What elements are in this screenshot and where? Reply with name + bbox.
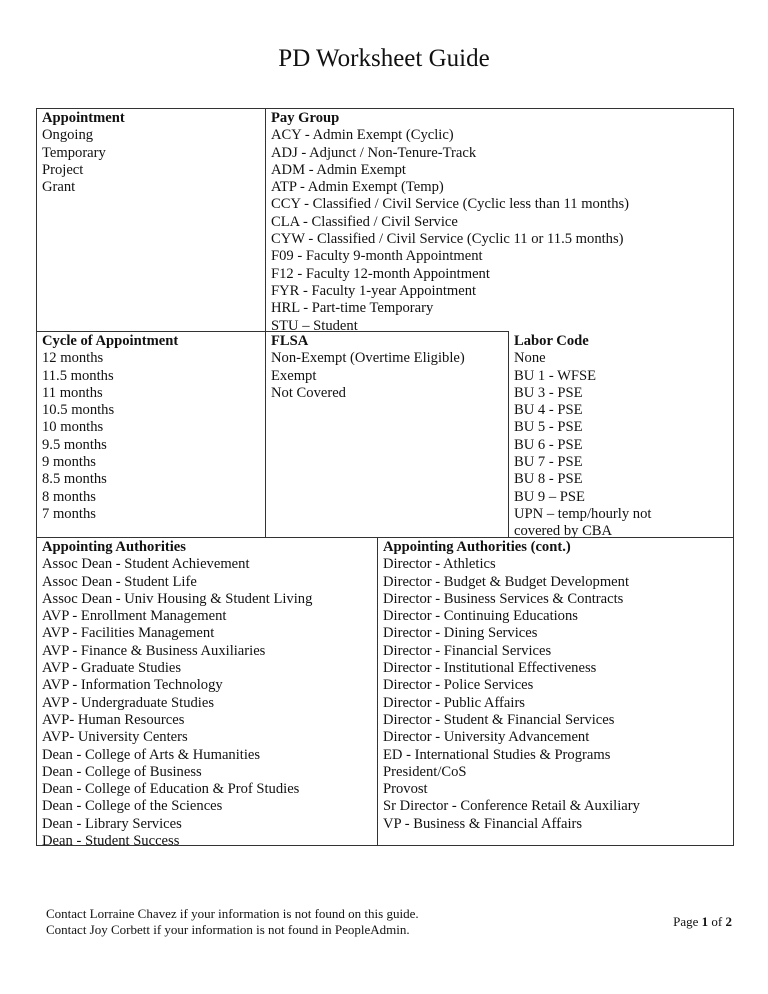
- list-item: 9.5 months: [42, 436, 107, 453]
- list-item: President/CoS: [383, 763, 467, 780]
- list-item: Director - Institutional Effectiveness: [383, 660, 597, 677]
- footer-contacts: [46, 906, 419, 938]
- list-item: AVP - Facilities Management: [42, 625, 215, 642]
- list-item: CLA - Classified / Civil Service: [271, 213, 458, 230]
- list-item: UPN – temp/hourly not: [514, 505, 652, 522]
- list-item: F12 - Faculty 12-month Appointment: [271, 265, 490, 282]
- pay-group-heading: Pay Group: [271, 110, 340, 126]
- labor-code-cell: [509, 331, 733, 543]
- list-item: 10.5 months: [42, 402, 115, 419]
- list-item: Director - University Advancement: [383, 729, 590, 746]
- authorities-heading: Appointing Authorities: [42, 539, 186, 555]
- list-item: 8 months: [42, 488, 96, 505]
- list-item: 10 months: [42, 419, 104, 436]
- list-item: Dean - Library Services: [42, 815, 182, 832]
- list-item: ADM - Admin Exempt: [271, 161, 406, 178]
- list-item: 11 months: [42, 384, 103, 401]
- list-item: BU 1 - WFSE: [514, 367, 597, 384]
- list-item: covered by CBA: [514, 523, 613, 540]
- list-item: ADJ - Adjunct / Non-Tenure-Track: [271, 144, 477, 161]
- list-item: Assoc Dean - Student Achievement: [42, 556, 250, 573]
- list-item: Project: [42, 161, 84, 178]
- list-item: 8.5 months: [42, 471, 107, 488]
- list-item: Director - Athletics: [383, 556, 496, 573]
- list-item: ACY - Admin Exempt (Cyclic): [271, 127, 454, 144]
- list-item: Assoc Dean - Univ Housing & Student Living: [42, 590, 313, 607]
- list-item: Temporary: [42, 144, 106, 161]
- list-item: BU 3 - PSE: [514, 384, 583, 401]
- list-item: BU 6 - PSE: [514, 436, 583, 453]
- list-item: Non-Exempt (Overtime Eligible): [271, 350, 465, 367]
- list-item: BU 9 – PSE: [514, 488, 585, 505]
- list-item: BU 8 - PSE: [514, 471, 583, 488]
- list-item: Director - Continuing Educations: [383, 608, 578, 625]
- list-item: Dean - Student Success: [42, 833, 180, 850]
- flsa-cell: [266, 331, 508, 404]
- list-item: ED - International Studies & Programs: [383, 746, 611, 763]
- cycle-cell: [37, 331, 265, 525]
- page-label: Page: [673, 914, 699, 929]
- list-item: 11.5 months: [42, 367, 114, 384]
- authorities-cont-cell: [378, 537, 733, 835]
- list-item: AVP - Enrollment Management: [42, 608, 227, 625]
- list-item: Sr Director - Conference Retail & Auxiliary: [383, 798, 640, 815]
- page-of: of: [711, 914, 723, 929]
- list-item: Director - Dining Services: [383, 625, 538, 642]
- list-item: 9 months: [42, 454, 96, 471]
- list-item: BU 5 - PSE: [514, 419, 583, 436]
- list-item: CCY - Classified / Civil Service (Cyclic less than 11 months): [271, 196, 630, 213]
- pay-group-cell: [266, 108, 733, 337]
- footer-contact-1: Contact Lorraine Chavez if your information is not found on this guide.: [46, 906, 419, 921]
- page-title: PD Worksheet Guide: [278, 45, 490, 72]
- list-item: Dean - College of the Sciences: [42, 798, 223, 815]
- list-item: STU – Student: [271, 317, 358, 334]
- footer-contact-2: Contact Joy Corbett if your information is not found in PeopleAdmin.: [46, 922, 410, 937]
- page-total: 2: [725, 914, 732, 929]
- list-item: FYR - Faculty 1-year Appointment: [271, 282, 477, 299]
- list-item: BU 7 - PSE: [514, 454, 583, 471]
- list-item: 7 months: [42, 505, 96, 522]
- list-item: Grant: [42, 179, 76, 196]
- flsa-heading: FLSA: [271, 333, 309, 349]
- page-current: 1: [701, 914, 709, 929]
- list-item: AVP - Undergraduate Studies: [42, 694, 214, 711]
- appointment-cell: [37, 108, 265, 198]
- list-item: Exempt: [271, 367, 317, 384]
- table-border-right: [733, 108, 734, 846]
- list-item: AVP - Information Technology: [42, 677, 223, 694]
- list-item: Provost: [383, 781, 428, 798]
- list-item: AVP- University Centers: [42, 729, 188, 746]
- list-item: Dean - College of Arts & Humanities: [42, 746, 261, 763]
- list-item: AVP - Finance & Business Auxiliaries: [42, 642, 266, 659]
- list-item: Director - Police Services: [383, 677, 534, 694]
- list-item: Dean - College of Business: [42, 763, 202, 780]
- list-item: Ongoing: [42, 127, 94, 144]
- list-item: F09 - Faculty 9-month Appointment: [271, 248, 483, 265]
- list-item: Director - Student & Financial Services: [383, 711, 615, 728]
- page-number: [673, 914, 732, 930]
- cycle-heading: Cycle of Appointment: [42, 333, 179, 349]
- list-item: ATP - Admin Exempt (Temp): [271, 179, 444, 196]
- list-item: Director - Business Services & Contracts: [383, 590, 624, 607]
- list-item: Director - Budget & Budget Development: [383, 573, 630, 590]
- list-item: Not Covered: [271, 384, 346, 401]
- list-item: None: [514, 350, 546, 367]
- list-item: 12 months: [42, 350, 104, 367]
- list-item: AVP - Graduate Studies: [42, 660, 182, 677]
- list-item: BU 4 - PSE: [514, 402, 583, 419]
- list-item: Dean - College of Education & Prof Studies: [42, 781, 300, 798]
- list-item: Assoc Dean - Student Life: [42, 573, 197, 590]
- labor-code-heading: Labor Code: [514, 333, 589, 349]
- list-item: Director - Public Affairs: [383, 694, 525, 711]
- list-item: AVP- Human Resources: [42, 711, 185, 728]
- authorities-cont-heading: Appointing Authorities (cont.): [383, 539, 571, 555]
- list-item: HRL - Part-time Temporary: [271, 300, 434, 317]
- authorities-cell: [37, 537, 377, 852]
- list-item: CYW - Classified / Civil Service (Cyclic 11 or 11.5 months): [271, 231, 624, 248]
- appointment-heading: Appointment: [42, 110, 125, 126]
- list-item: Director - Financial Services: [383, 642, 552, 659]
- list-item: VP - Business & Financial Affairs: [383, 815, 583, 832]
